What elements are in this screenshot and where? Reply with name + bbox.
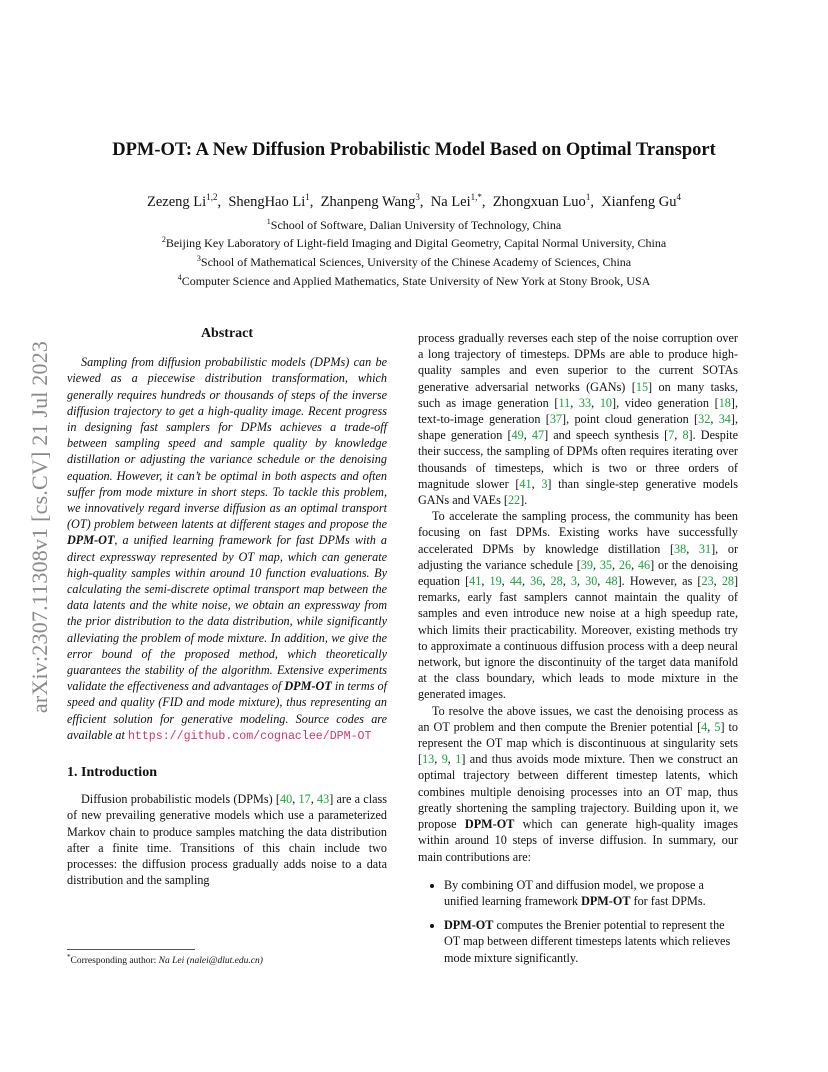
citation-link[interactable]: 35 <box>599 557 613 572</box>
citation-link[interactable]: 5 <box>714 719 721 734</box>
citation-link[interactable]: 17 <box>298 792 311 807</box>
abstract-heading: Abstract <box>200 326 254 341</box>
affiliation-text: Beijing Key Laboratory of Light-field Imaging and Digital Geometry, Capital Normal University, China <box>165 236 667 250</box>
citation-link[interactable]: 4 <box>701 719 708 734</box>
citation-link[interactable]: 49 <box>511 428 524 443</box>
right-column <box>418 330 738 974</box>
affiliation-sup: 3 <box>196 254 201 263</box>
affiliation-sup: 4 <box>177 273 182 282</box>
footnote: *Corresponding author: Na Lei (nalei@dlut.edu.cn) <box>67 953 263 967</box>
citation-link[interactable]: 31 <box>698 541 712 556</box>
introduction-heading: 1. Introduction <box>67 765 157 781</box>
source-code-link[interactable]: https://github.com/cognaclee/DPM-OT <box>127 729 372 743</box>
citation-link[interactable]: 7 <box>668 428 675 443</box>
citation-link[interactable]: 3 <box>570 574 577 589</box>
citation-link[interactable]: 28 <box>550 574 563 589</box>
citation-link[interactable]: 19 <box>489 574 502 589</box>
affiliation-4 <box>0 274 828 289</box>
citation-link[interactable]: 30 <box>585 574 598 589</box>
contribution-item: • By combining OT and diffusion model, we propose a unified learning framework DPM-OT for fast DPMs. <box>444 877 738 909</box>
arxiv-stamp <box>20 292 60 762</box>
bold-term: DPM-OT <box>464 817 515 832</box>
citation-link[interactable]: 44 <box>509 574 522 589</box>
citation-link[interactable]: 9 <box>441 752 448 767</box>
citation-link[interactable]: 48 <box>605 574 618 589</box>
citation-link[interactable]: 26 <box>618 557 632 572</box>
citation-link[interactable]: 43 <box>317 792 330 807</box>
citation-link[interactable]: 8 <box>682 428 689 443</box>
body-paragraph-1: process gradually reverses each step of the noise corruption over a long trajectory of timesteps. DPMs are able to produce high-quality samples and even superior to the current SOTAs generative adversarial networks (GANs) [15] on many tasks, such as image generation [11, 33, 10], video generation [18], text-to-image generation [37], point cloud generation [32, 34], shape generation [49, 47] and speech synthesis [7, 8]. Despite their success, the sampling of DPMs often requires iterating over thousands of timesteps, which is two or three orders of magnitude slower [41, 3] than single-step generative models GANs and VAEs [22]. <box>418 331 739 508</box>
citation-link[interactable]: 22 <box>507 493 521 508</box>
author-name: Zhanpeng Wang$^3$ <box>320 192 420 210</box>
citation-link[interactable]: 37 <box>549 412 563 427</box>
arxiv-stamp-text: arXiv:2307.11308v1 [cs.CV] 21 Jul 2023 <box>27 340 53 714</box>
citation-link[interactable]: 38 <box>674 541 687 556</box>
bold-term: DPM-OT <box>581 893 631 908</box>
affiliation-sup: 1 <box>266 217 271 226</box>
citation-link[interactable]: 28 <box>721 574 734 589</box>
citation-link[interactable]: 39 <box>580 557 593 572</box>
citation-link[interactable]: 41 <box>469 574 482 589</box>
body-paragraph-2: To accelerate the sampling process, the community has been focusing on fast DPMs. Existing works have successfully accelerated DPMs by knowledge distillation [38, 31], or adjusting the variance schedule [39, 35, 26, 46] or the denoising equation [41, 19, 44, 36, 28, 3, 30, 48]. However, as [23, 28] remarks, early fast samplers cannot maintain the quality of samples and even introduce new noise at a high speedup rate, which limits their practicability. Moreover, existing methods try to approximate a continuous diffusion process with a deep neural network, but ignore the discontinuity of the target data manifold at the class boundary, which leads to mode mixture in the generated images. <box>418 509 739 702</box>
footnote-rule <box>67 949 195 950</box>
affiliation-2 <box>0 236 828 251</box>
citation-link[interactable]: 1 <box>455 752 462 767</box>
body-paragraph-3: To resolve the above issues, we cast the denoising process as an OT problem and then compute the Brenier potential [4, 5] to represent the OT map which is discontinuous at singularity sets [13, 9, 1] and thus avoids mode mixture. Then we construct an optimal trajectory between different timestep latents, which combines multiple denoising processes into an OT map, thus greatly shortening the sampling trajectory. Building upon it, we propose DPM-OT which can generate high-quality images within around 10 steps of inverse diffusion. In summary, our main contributions are: <box>418 703 739 864</box>
author-name: Zezeng Li$^{1,2}$ <box>147 192 218 210</box>
affiliation-sup: 2 <box>161 235 166 244</box>
bold-term: DPM-OT <box>444 918 494 933</box>
citation-link[interactable]: 3 <box>541 476 548 491</box>
paper-title: DPM-OT: A New Diffusion Probabilistic Model Based on Optimal Transport <box>112 140 716 160</box>
author-name: Na Lei$^{1,*}$ <box>430 192 482 210</box>
citation-link[interactable]: 47 <box>531 428 545 443</box>
citation-link[interactable]: 15 <box>635 379 649 394</box>
introduction-paragraph: Diffusion probabilistic models (DPMs) [40, 17, 43] are a class of new prevailing generative models which use a parameterized Markov chain to produce samples matching the data distribution after a finite time. Transitions of this chain include two processes: the diffusion process gradually adds noise to a data distribution and the sampling <box>67 792 387 888</box>
citation-link[interactable]: 41 <box>519 476 532 491</box>
contribution-item: • DPM-OT computes the Brenier potential to represent the OT map between different timesteps latents which relieves mode mixture significantly. <box>444 917 738 966</box>
affiliation-1 <box>0 218 828 233</box>
left-column <box>67 326 387 889</box>
author-list: Zezeng Li$^{1,2}$, ShengHao Li$^1$, Zhanpeng Wang$^3$, Na Lei$^{1,*}$, Zhongxuan Luo$^1$, Xianfeng Gu$^4$ <box>147 192 681 210</box>
citation-link[interactable]: 33 <box>578 395 592 410</box>
citation-link[interactable]: 36 <box>530 574 543 589</box>
contribution-list <box>418 877 738 966</box>
author-name: Zhongxuan Luo$^1$ <box>492 192 591 210</box>
citation-link[interactable]: 23 <box>701 574 714 589</box>
affiliation-text: School of Mathematical Sciences, University of the Chinese Academy of Sciences, China <box>200 255 632 269</box>
citation-link[interactable]: 40 <box>280 792 293 807</box>
citation-link[interactable]: 13 <box>422 752 435 767</box>
citation-link[interactable]: 46 <box>637 557 651 572</box>
citation-link[interactable]: 10 <box>599 395 613 410</box>
citation-link[interactable]: 32 <box>698 412 711 427</box>
author-name: Xianfeng Gu$^4$ <box>601 192 681 210</box>
citation-link[interactable]: 11 <box>558 395 571 410</box>
citation-link[interactable]: 34 <box>718 412 731 427</box>
affiliation-text: Computer Science and Applied Mathematics, State University of New York at Stony Brook, USA <box>181 274 651 288</box>
author-name: ShengHao Li$^1$ <box>228 192 310 210</box>
abstract-text: Sampling from diffusion probabilistic models (DPMs) can be viewed as a piecewise distribution transformation, which generally requires hundreds or thousands of steps of the inverse diffusion trajectory to get a high-quality image. Recent progress in designing fast samplers for DPMs achieves a trade-off between sampling speed and sample quality by knowledge distillation or adjusting the variance schedule or the denoising equation. However, it can’t be optimal in both aspects and often suffer from mode mixture in short steps. To tackle this problem, we innovatively regard inverse diffusion as an optimal transport (OT) problem between latents at different stages and propose the DPM-OT, a unified learning framework for fast DPMs with a direct expressway represented by OT map, which can generate high-quality samples within around 10 function evaluations. By calculating the semi-discrete optimal transport map between the data latents and the white noise, we obtain an expressway from the prior distribution to the data distribution, while significantly alleviating the problem of mode mixture. In addition, we give the error bound of the proposed method, which theoretically guarantees the stability of the algorithm. Extensive experiments validate the effectiveness and advantages of DPM-OT in terms of speed and quality (FID and mode mixture), thus representing an efficient solution for generative modeling. Source codes are available at https://github.com/cognaclee/DPM-OT <box>67 355 387 743</box>
affiliation-3 <box>0 255 828 270</box>
affiliation-text: School of Software, Dalian University of Technology, China <box>270 218 562 232</box>
citation-link[interactable]: 18 <box>718 395 731 410</box>
